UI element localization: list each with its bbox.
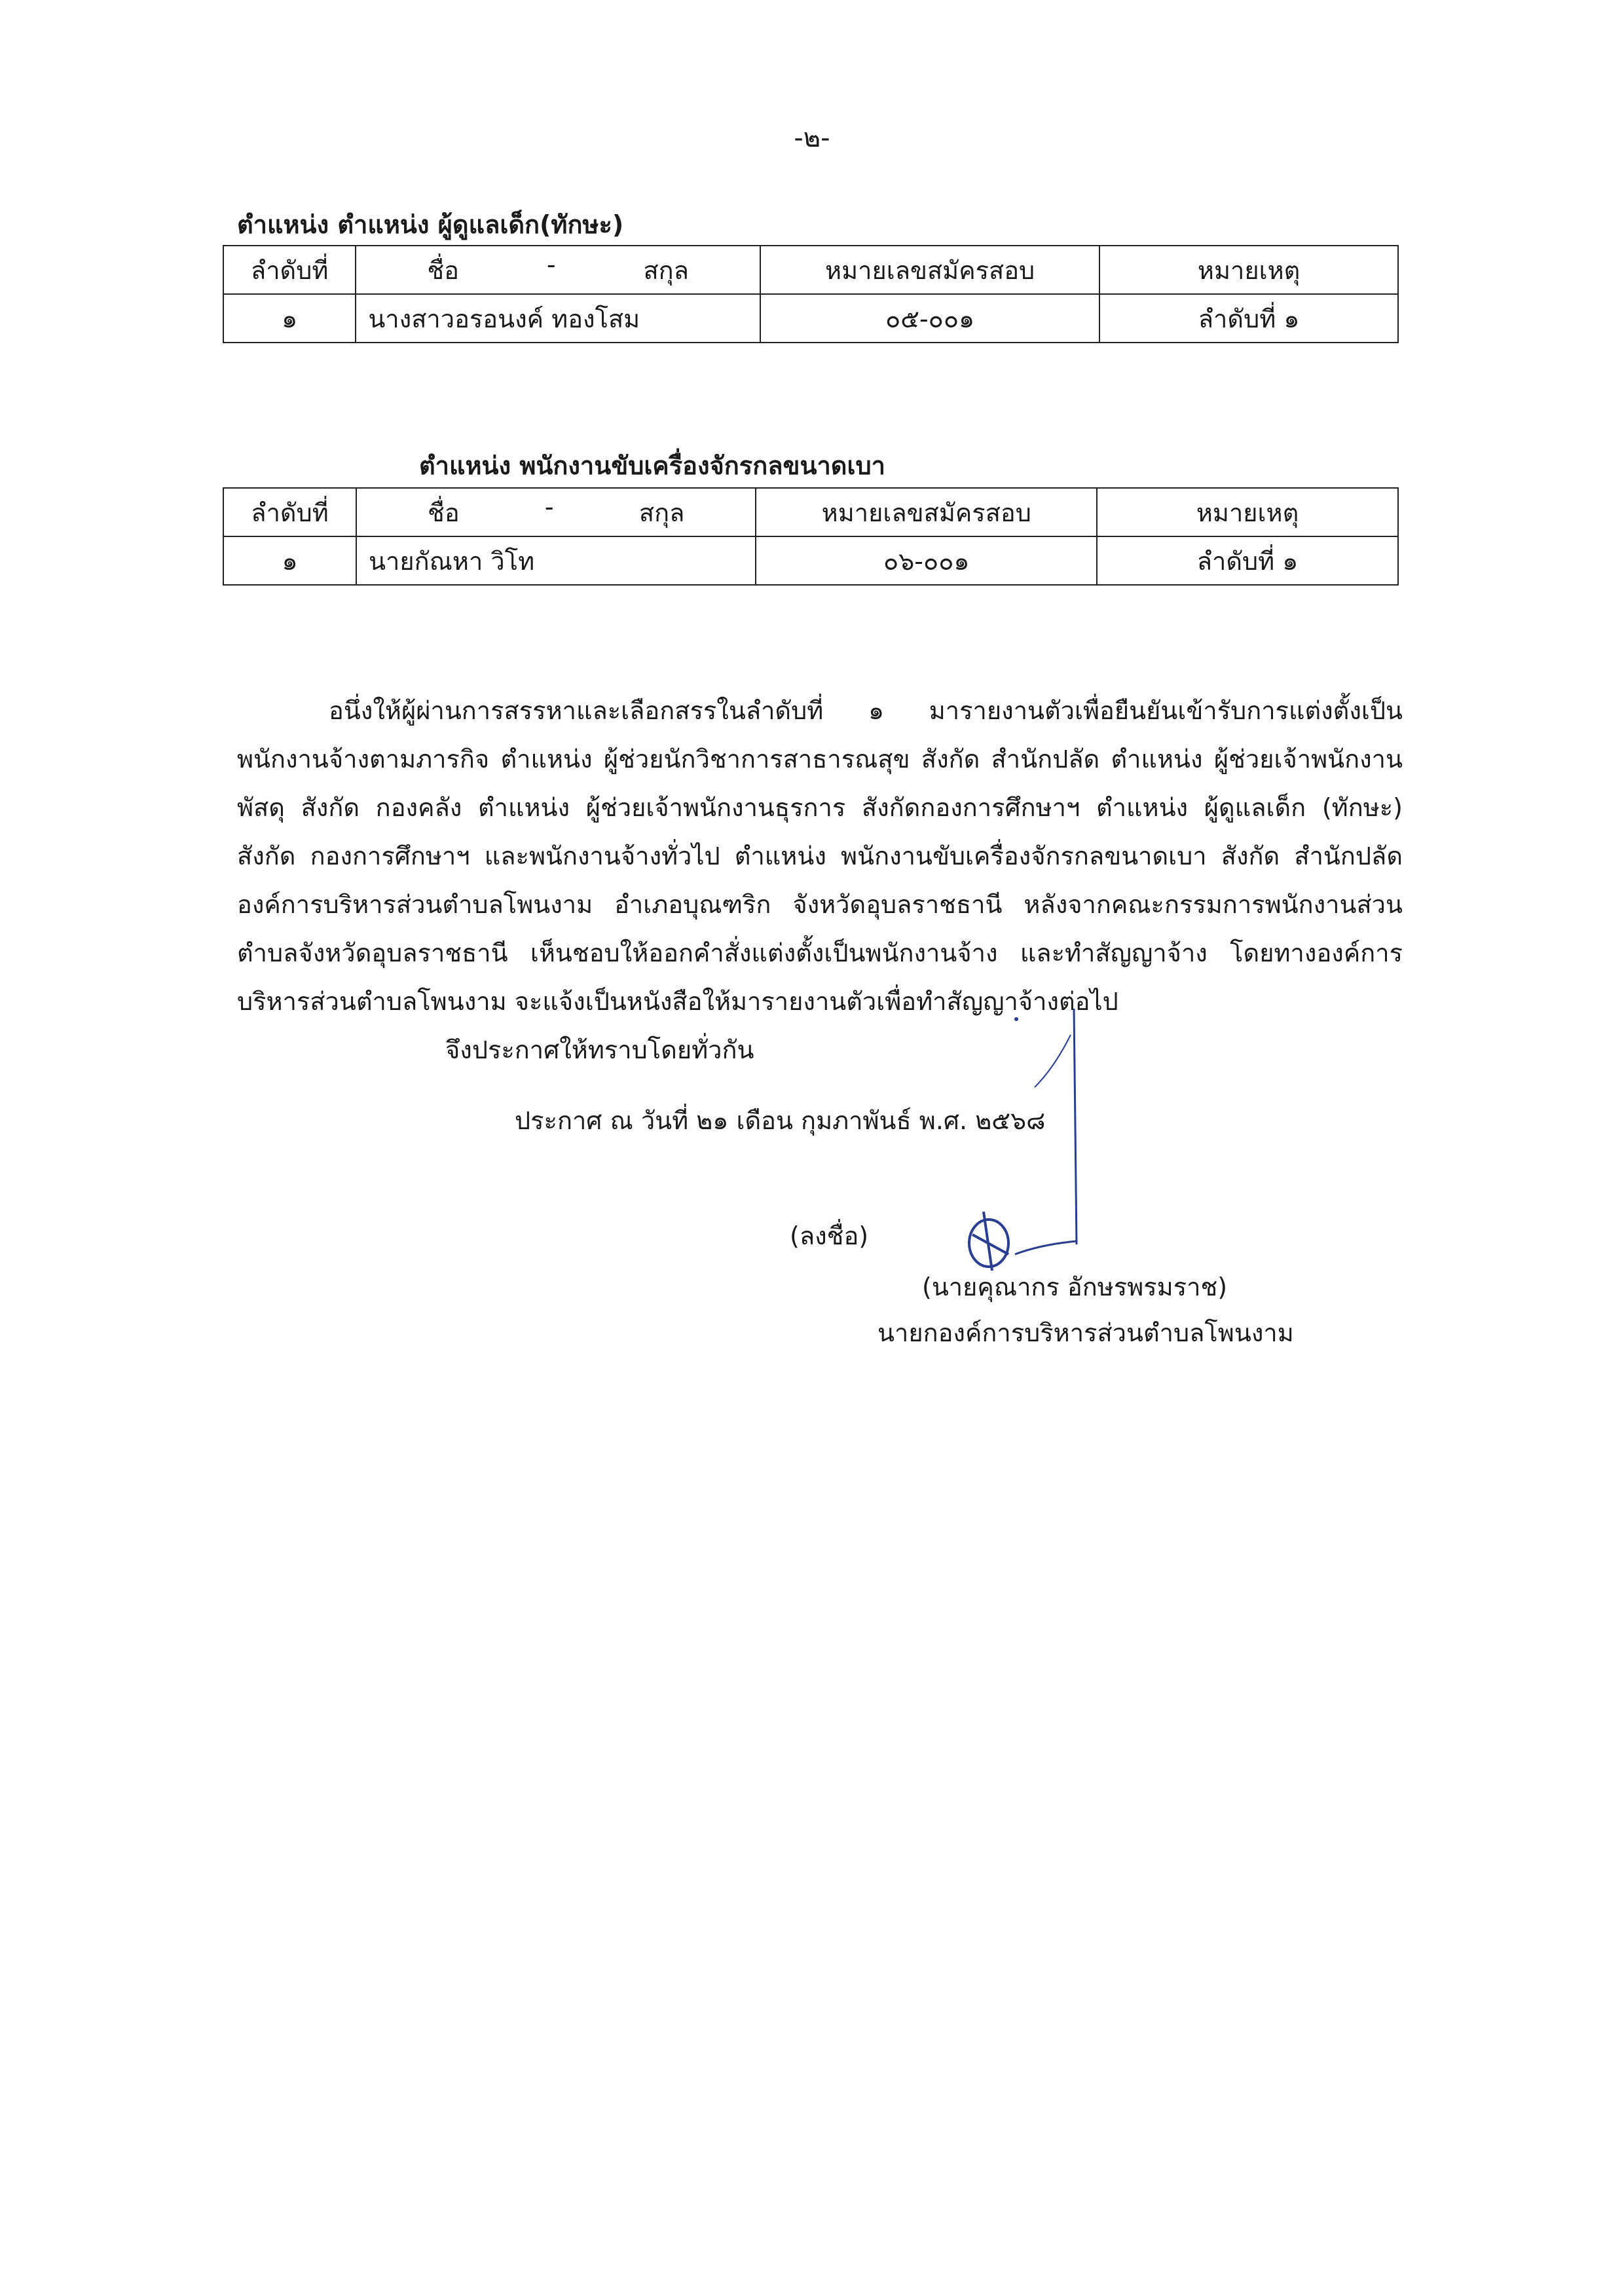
childcare-table [223, 245, 1399, 343]
table-row [223, 536, 1398, 585]
cell-app-no: ๐๕-๐๐๑ [760, 294, 1099, 343]
header-name-dash: - [544, 492, 554, 521]
table-header-row [223, 246, 1398, 294]
header-seq: ลำดับที่ [223, 246, 356, 294]
sign-label: (ลงชื่อ) [790, 1222, 869, 1250]
signer-name: (นายคุณากร อักษรพรมราช) [922, 1273, 1228, 1301]
header-remark: หมายเหตุ [1099, 246, 1398, 294]
body-paragraph: อนึ่งให้ผู้ผ่านการสรรหาและเลือกสรรในลำดับที่ ๑ มารายงานตัวเพื่อยืนยันเข้ารับการแต่งตั้งเป็นพนักงานจ้างตามภารกิจ ตำแหน่ง ผู้ช่วยนักวิชาการสาธารณสุข สังกัด สำนักปลัด ตำแหน่ง ผู้ช่วยเจ้าพนักงานพัสดุ สังกัด กองคลัง ตำแหน่ง ผู้ช่วยเจ้าพนักงานธุรการ สังกัดกองการศึกษาฯ ตำแหน่ง ผู้ดูแลเด็ก (ทักษะ) สังกัด กองการศึกษาฯ และพนักงานจ้างทั่วไป ตำแหน่ง พนักงานขับเครื่องจักรกลขนาดเบา สังกัด สำนักปลัด องค์การบริหารส่วนตำบลโพนงาม อำเภอบุณฑริก จังหวัดอุบลราชธานี หลังจากคณะกรรมการพนักงานส่วนตำบลจังหวัดอุบลราชธานี เห็นชอบให้ออกคำสั่งแต่งตั้งเป็นพนักงานจ้าง และทำสัญญาจ้าง โดยทางองค์การบริหารส่วนตำบลโพนงาม จะแจ้งเป็นหนังสือให้มารายงานตัวเพื่อทำสัญญาจ้างต่อไป [237, 696, 1403, 1016]
cell-remark: ลำดับที่ ๑ [1099, 294, 1398, 343]
header-name-dash: - [546, 250, 556, 279]
section-heading-machine: ตำแหน่ง พนักงานขับเครื่องจักรกลขนาดเบา [419, 451, 885, 480]
header-name-first: ชื่อ [428, 498, 460, 527]
header-remark: หมายเหตุ [1097, 488, 1398, 536]
header-name-first: ชื่อ [427, 255, 459, 285]
signature-mark [943, 996, 1166, 1271]
machine-table [223, 487, 1399, 586]
cell-name: นายกัณหา วิโท [356, 536, 756, 585]
table-row [223, 294, 1398, 343]
header-name [356, 488, 756, 536]
header-name-last: สกุล [638, 498, 685, 527]
table-header-row [223, 488, 1398, 536]
signer-title: นายกองค์การบริหารส่วนตำบลโพนงาม [877, 1318, 1294, 1347]
header-app-no: หมายเลขสมัครสอบ [756, 488, 1097, 536]
cell-name: นางสาวอรอนงค์ ทองโสม [356, 294, 760, 343]
header-app-no: หมายเลขสมัครสอบ [760, 246, 1099, 294]
announce-line: จึงประกาศให้ทราบโดยทั่วกัน [445, 1036, 754, 1064]
cell-app-no: ๐๖-๐๐๑ [756, 536, 1097, 585]
page-number: -๒- [794, 123, 830, 153]
date-line: ประกาศ ณ วันที่ ๒๑ เดือน กุมภาพันธ์ พ.ศ. ๒๕๖๘ [515, 1106, 1046, 1135]
cell-remark: ลำดับที่ ๑ [1097, 536, 1398, 585]
header-seq: ลำดับที่ [223, 488, 356, 536]
header-name [356, 246, 760, 294]
section-heading-childcare: ตำแหน่ง ตำแหน่ง ผู้ดูแลเด็ก(ทักษะ) [237, 210, 624, 239]
header-name-last: สกุล [643, 255, 689, 285]
cell-seq: ๑ [223, 536, 356, 585]
cell-seq: ๑ [223, 294, 356, 343]
